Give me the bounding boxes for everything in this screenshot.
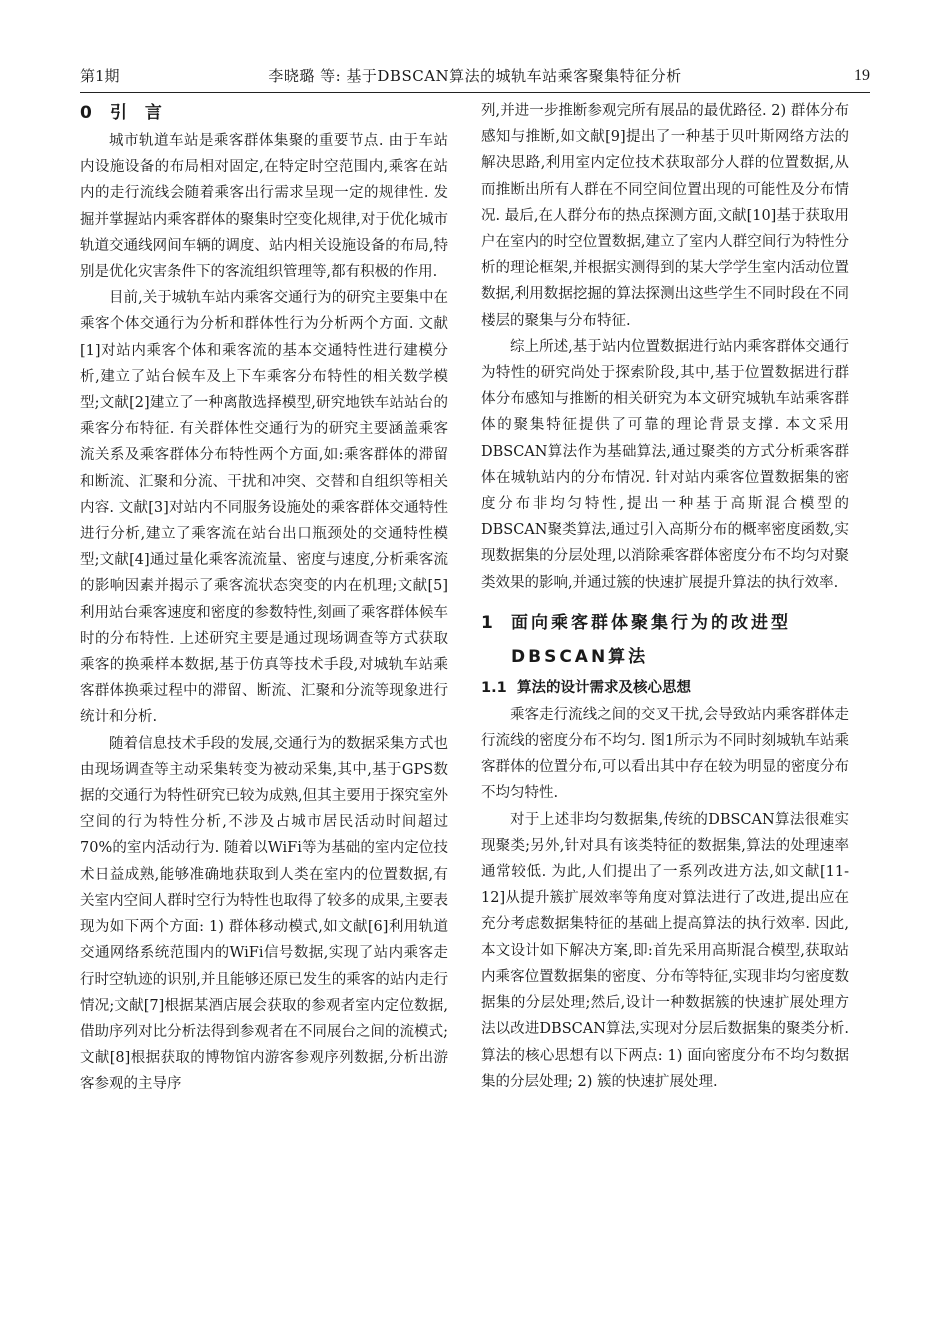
paragraph: 目前,关于城轨车站内乘客交通行为的研究主要集中在乘客个体交通行为分析和群体性行为分析两个方面. 文献[1]对站内乘客个体和乘客流的基本交通特性进行建模分析,建立了站台候车及上下车乘客分布特性的相关数学模型;文献[2]建立了一种离散选择模型,研究地铁车站站台的乘客分布特征. 有关群体性交通行为的研究主要涵盖乘客流关系及乘客群体分布特性两个方面,如:乘客群体的滞留和断流、汇聚和分流、干扰和冲突、交替和自组织等相关内容. 文献[3]对站内不同服务设施处的乘客群体交通特性进行分析,建立了乘客流在站台出口瓶颈处的交通特性模型;文献[4]通过量化乘客流流量、密度与速度,分析乘客流的影响因素并揭示了乘客流状态突变的内在机理;文献[5]利用站台乘客速度和密度的参数特性,刻画了乘客群体候车时的分布特性. 上述研究主要是通过现场调查等方式获取乘客的换乘样本数据,基于仿真等技术手段,对城轨车站乘客群体换乘过程中的滞留、断流、汇聚和分流等现象进行统计和分析. [80, 290, 448, 726]
paragraph: 城市轨道车站是乘客群体集聚的重要节点. 由于车站内设施设备的布局相对固定,在特定时空范围内,乘客在站内的走行流线会随着乘客出行需求呈现一定的规律性. 发掘并掌握站内乘客群体的聚集时空变化规律,对于优化城市轨道交通线网间车辆的调度、站内相关设施设备的布局,特别是优化灾害条件下的客流组织管理等,都有积极的作用. [80, 133, 448, 281]
section-number: 1 [481, 612, 493, 633]
subsection-number: 1.1 [481, 679, 507, 696]
subsection-title: 算法的设计需求及核心思想 [517, 679, 691, 696]
left-column [80, 98, 448, 1098]
section-title-line1: 面向乘客群体聚集行为的改进型 [511, 612, 791, 633]
section-title-line2: DBSCAN算法 [511, 646, 649, 667]
paragraph: 列,并进一步推断参观完所有展品的最优路径. 2) 群体分布感知与推断,如文献[9]提出了一种基于贝叶斯网络方法的解决思路,利用室内定位技术获取部分人群的位置数据,从而推断出所有人群在不同空间位置出现的可能性及分布情况. 最后,在人群分布的热点探测方面,文献[10]基于获取用户在室内的时空位置数据,建立了室内人群空间行为特性分析的理论框架,并根据实测得到的某大学学生室内活动位置数据,利用数据挖掘的算法探测出这些学生不同时段在不同楼层的聚集与分布特征. [481, 103, 849, 329]
section-title: 引 言 [110, 103, 168, 123]
right-column [481, 98, 849, 1095]
header-rule [80, 92, 870, 93]
running-title: 李晓璐 等: 基于DBSCAN算法的城轨车站乘客聚集特征分析 [268, 67, 682, 85]
subsection-1-1-heading [481, 674, 849, 702]
section-title [511, 606, 849, 674]
paragraph: 对于上述非均匀数据集,传统的DBSCAN算法很难实现聚类;另外,针对具有该类特征的数据集,算法的处理速率通常较低. 为此,人们提出了一系列改进方法,如文献[11-12]从提升簇扩展效率等角度对算法进行了改进,提出应在充分考虑数据集特征的基础上提高算法的执行效率. 因此,本文设计如下解决方案,即:首先采用高斯混合模型,获取站内乘客位置数据集的密度、分布等特征,实现非均匀密度数据集的分层处理;然后,设计一种数据簇的快速扩展处理方法以改进DBSCAN算法,实现对分层后数据集的聚类分析. 算法的核心思想有以下两点: 1) 面向密度分布不均匀数据集的分层处理; 2) 簇的快速扩展处理. [481, 811, 849, 1090]
running-header [80, 64, 870, 88]
section-0-heading [80, 98, 448, 128]
paragraph: 乘客走行流线之间的交叉干扰,会导致站内乘客群体走行流线的密度分布不均匀. 图1所示为不同时刻城轨车站乘客群体的位置分布,可以看出其中存在较为明显的密度分布不均匀特性. [481, 706, 849, 802]
paragraph: 随着信息技术手段的发展,交通行为的数据采集方式也由现场调查等主动采集转变为被动采集,其中,基于GPS数据的交通行为特性研究已较为成熟,但其主要用于探究室外空间的行为特性分析,不涉及占城市居民活动时间超过70%的室内活动行为. 随着以WiFi等为基础的室内定位技术日益成熟,能够准确地获取到人类在室内的位置数据,有关室内空间人群时空行为特性也取得了较多的成果,主要表现为如下两个方面: 1) 群体移动模式,如文献[6]利用轨道交通网络系统范围内的WiFi信号数据,实现了站内乘客走行时空轨迹的识别,并且能够还原已发生的乘客的站内走行情况;文献[7]根据某酒店展会获取的参观者室内定位数据,借助序列对比分析法得到参观者在不同展台之间的流模式;文献[8]根据获取的博物馆内游客参观序列数据,分析出游客参观的主导序 [80, 735, 448, 1093]
page-number: 19 [854, 67, 870, 84]
section-1-heading [481, 606, 849, 674]
issue-label: 第1期 [80, 67, 120, 85]
section-number: 0 [80, 103, 92, 123]
paragraph: 综上所述,基于站内位置数据进行站内乘客群体交通行为特性的研究尚处于探索阶段,其中,基于位置数据进行群体分布感知与推断的相关研究为本文研究城轨车站乘客群体的聚集特征提供了可靠的理论背景支撑. 本文采用DBSCAN算法作为基础算法,通过聚类的方式分析乘客群体在城轨站内的分布情况. 针对站内乘客位置数据集的密度分布非均匀特性,提出一种基于高斯混合模型的DBSCAN聚类算法,通过引入高斯分布的概率密度函数,实现数据集的分层处理,以消除乘客群体密度分布不均匀对聚类效果的影响,并通过簇的快速扩展提升算法的执行效率. [481, 338, 849, 591]
